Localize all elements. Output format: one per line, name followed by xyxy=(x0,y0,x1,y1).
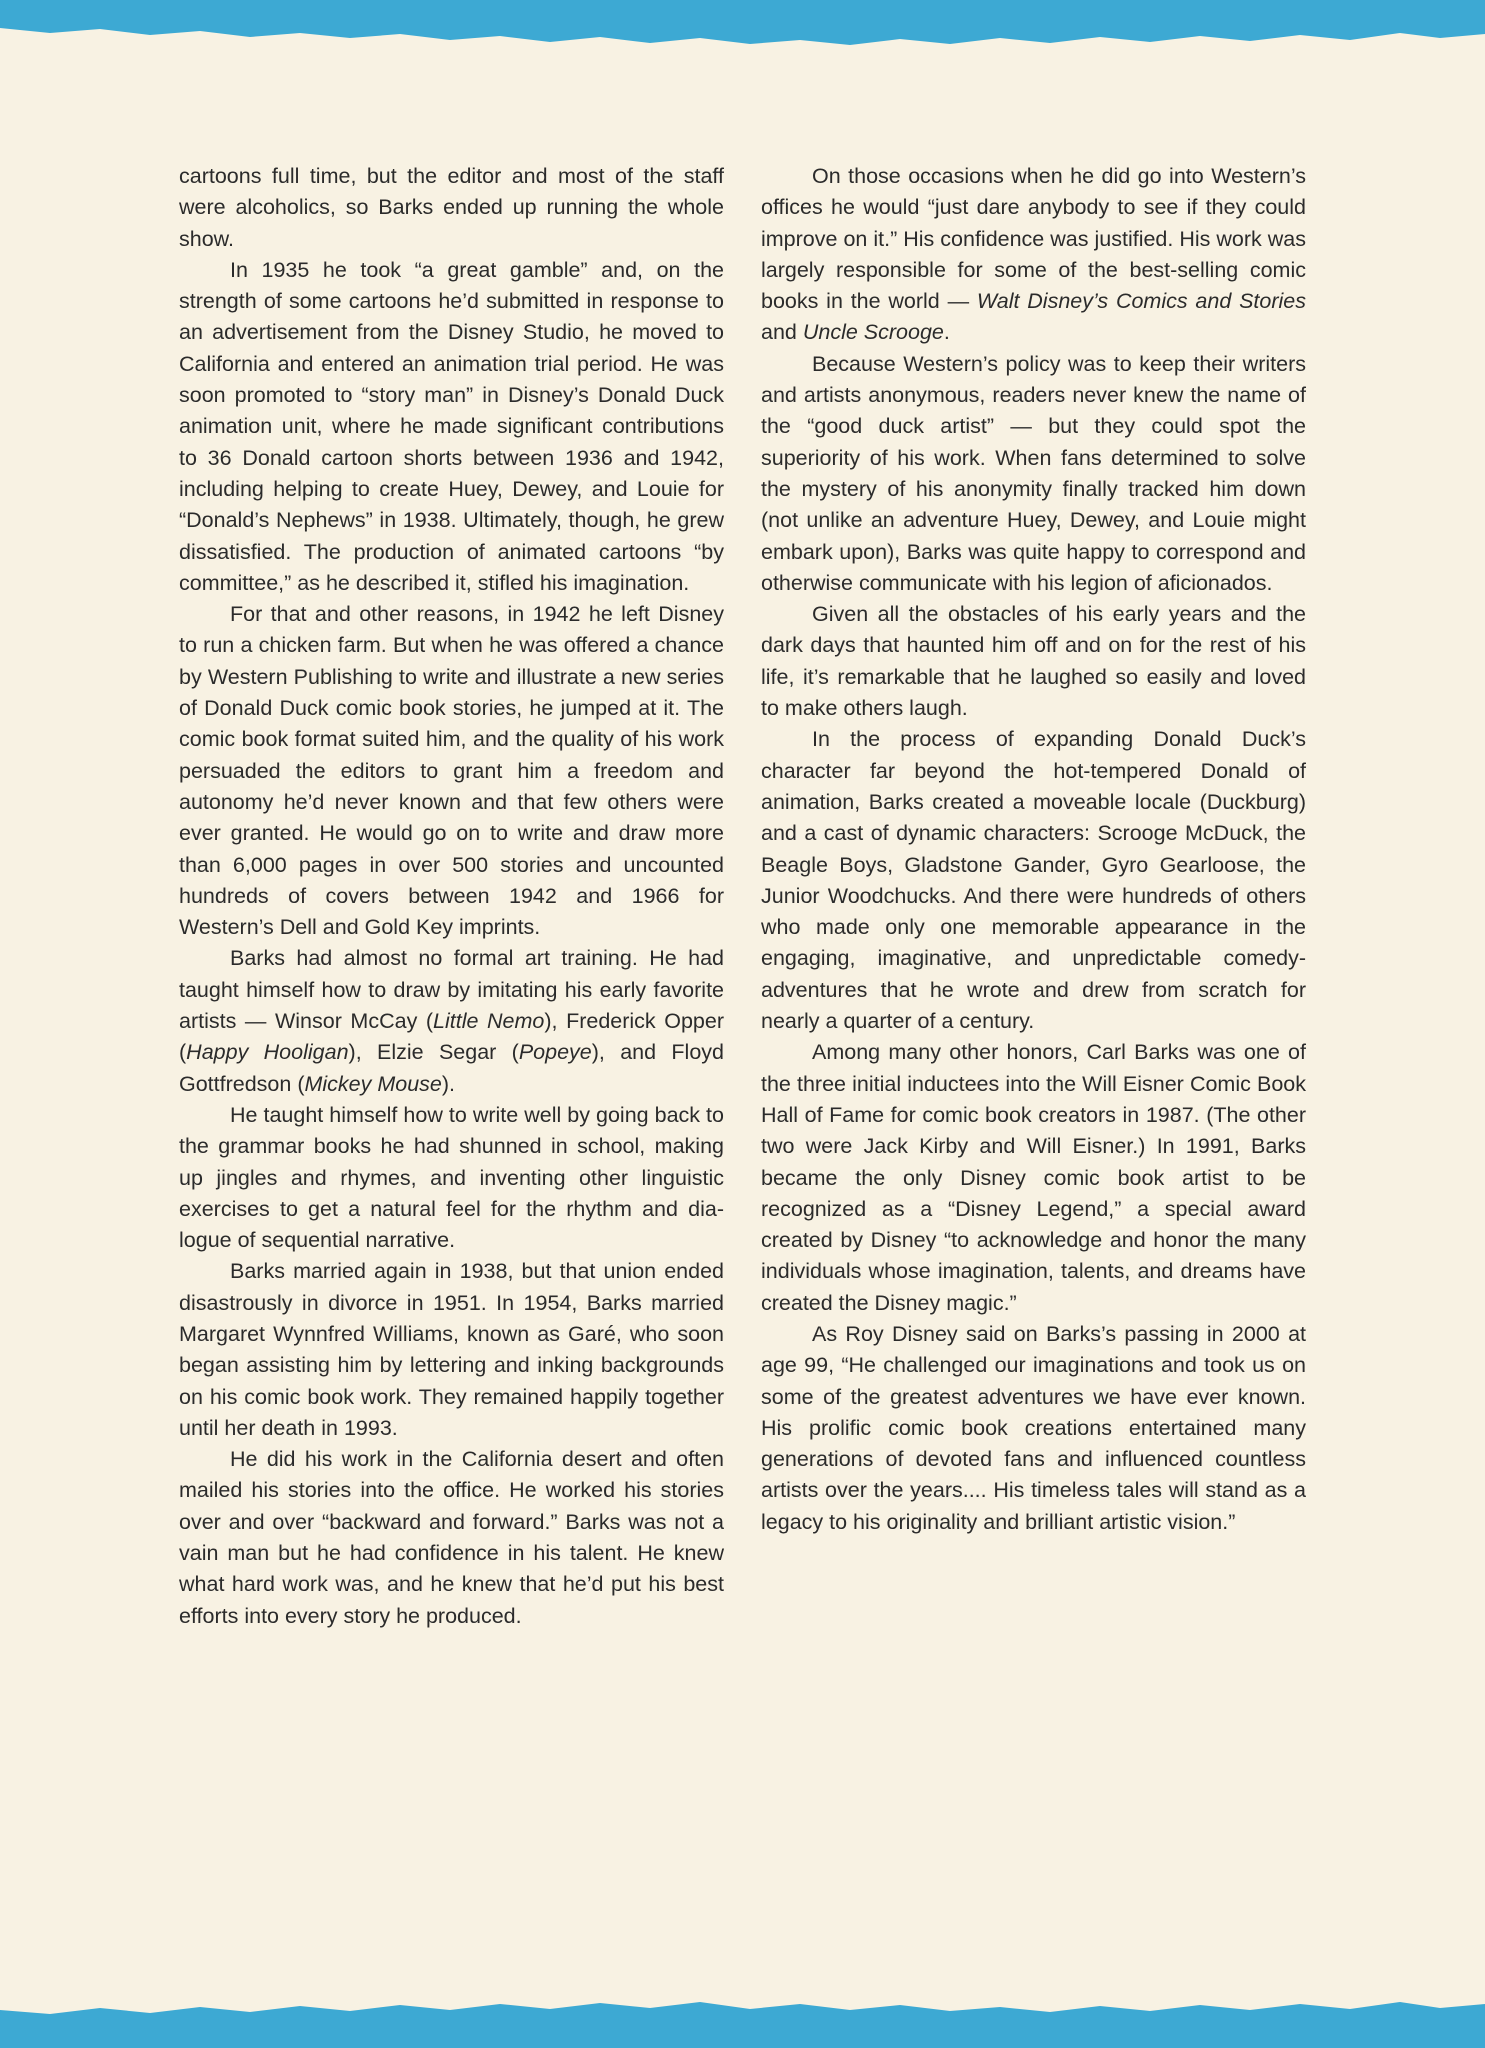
text-run: ). xyxy=(441,1071,456,1096)
paragraph xyxy=(179,161,724,255)
text-run: ), and Floyd Gottfredson ( xyxy=(179,1040,724,1096)
text-run: Barks married again in 1938, but that union ended disastrously in divorce in 1951. In 1954, Barks married Margaret Wynnfred Williams, known as Garé, who soon began assisting him by lettering and inking backgrounds on his comic book work. They remained happily together until her death in 1993. xyxy=(179,1259,724,1440)
italic-title: Mickey Mouse xyxy=(304,1071,442,1096)
paragraph xyxy=(179,255,724,599)
paragraph xyxy=(761,349,1306,599)
article-body xyxy=(179,161,1306,1632)
paragraph xyxy=(179,1100,724,1256)
top-decorative-band xyxy=(0,0,1485,50)
text-run: He did his work in the California desert and often mailed his stories into the office. He worked his stories over and over “backward and forward.” Barks was not a vain man but he had confidence in his talent. He knew what hard work was, and he knew that he’d put his best efforts into every story he produced. xyxy=(179,1447,724,1628)
paragraph xyxy=(179,1444,724,1632)
text-run: and xyxy=(761,320,803,345)
right-column xyxy=(761,161,1306,1632)
text-run: As Roy Disney said on Barks’s passing in 2000 at age 99, “He challenged our imaginations and took us on some of the greatest adventures we have ever known. His prolific comic book creations entertained many generations of devoted fans and influenced countless artists over the years.... His timeless tales will stand as a legacy to his originality and brilliant artistic vision.” xyxy=(761,1321,1306,1534)
left-column xyxy=(179,161,724,1632)
italic-title: Uncle Scrooge xyxy=(802,320,944,345)
text-run: . xyxy=(943,320,950,345)
paragraph xyxy=(179,599,724,943)
text-run: ), Elzie Segar ( xyxy=(348,1040,519,1065)
text-run: Barks had almost no formal art training. He had taught himself how to draw by imitating his early favorite artists — Winsor McCay ( xyxy=(179,946,724,1034)
bottom-decorative-band xyxy=(0,1996,1485,2048)
paragraph xyxy=(761,1037,1306,1319)
italic-title: Little Nemo xyxy=(433,1009,545,1034)
italic-title: Popeye xyxy=(518,1040,592,1065)
text-run: In the process of expanding Donald Duck’s character far beyond the hot-tempered Donald of animation, Barks created a moveable locale (Duckburg) and a cast of dynamic characters: Scrooge McDuck, the Beagle Boys, Gladstone Gander, Gyro Gearloose, the Junior Woodchucks. And there were hundreds of others who made only one memorable appearance in the engaging, imaginative, and unpredictable comedy-adventures that he wrote and drew from scratch for nearly a quarter of a century. xyxy=(761,727,1306,1034)
paragraph xyxy=(179,1256,724,1444)
text-run: He taught himself how to write well by going back to the grammar books he had shunned in school, making up jingles and rhymes, and inventing other linguistic exercises to get a natural feel for the rhythm and dialogue of sequential narrative. xyxy=(179,1102,724,1253)
paragraph xyxy=(761,724,1306,1037)
paragraph xyxy=(761,599,1306,724)
text-run: Because Western’s policy was to keep their writers and artists anonymous, readers never knew the name of the “good duck artist” — but they could spot the superiority of his work. When fans determined to solve the mystery of his anonymity finally tracked him down (not unlike an adventure Huey, Dewey, and Louie might embark upon), Barks was quite happy to correspond and otherwise communicate with his legion of aficionados. xyxy=(761,351,1306,595)
paragraph xyxy=(761,1319,1306,1538)
italic-title: Happy Hooligan xyxy=(186,1040,349,1065)
text-run: cartoons full time, but the editor and most of the staff were alcoholics, so Barks ended up running the whole show. xyxy=(179,164,724,251)
text-run: For that and other reasons, in 1942 he left Disney to run a chicken farm. But when he was offered a chance by Western Publishing to write and illustrate a new series of Donald Duck comic book stories, he jumped at it. The comic book format suited him, and the quality of his work persuaded the editors to grant him a freedom and autonomy he’d never known and that few others were ever granted. He would go on to write and draw more than 6,000 pages in over 500 stories and uncounted hundreds of covers between 1942 and 1966 for Western’s Dell and Gold Key imprints. xyxy=(179,602,724,940)
text-run: ), Frederick Opper ( xyxy=(179,1009,724,1065)
text-run: In 1935 he took “a great gamble” and, on the strength of some cartoons he’d submitted in response to an advertisement from the Disney Studio, he moved to California and entered an animation trial period. He was soon promoted to “story man” in Disney’s Donald Duck animation unit, where he made significant contributions to 36 Donald cartoon shorts between 1936 and 1942, including helping to create Huey, Dewey, and Louie for “Donald’s Nephews” in 1938. Ultimately, though, he grew dissatisfied. The production of animated cartoons “by committee,” as he described it, stifled his imagination. xyxy=(179,257,724,595)
text-run: Given all the obstacles of his early years and the dark days that haunted him off and on for the rest of his life, it’s remarkable that he laughed so easily and loved to make others laugh. xyxy=(761,602,1306,721)
italic-title: Walt Disney’s Comics and Stories xyxy=(976,289,1306,314)
paragraph xyxy=(761,161,1306,349)
paragraph xyxy=(179,943,724,1099)
text-run: On those occasions when he did go into Western’s offices he would “just dare anybody to see if they could improve on it.” His confidence was justified. His work was largely responsible for some of the best-selling comic books in the world — xyxy=(761,164,1306,314)
text-run: Among many other honors, Carl Barks was one of the three initial inductees into the Will Eisner Comic Book Hall of Fame for comic book creators in 1987. (The other two were Jack Kirby and Will Eisner.) In 1991, Barks became the only Disney comic book artist to be recognized as a “Disney Legend,” a special award created by Disney “to acknowledge and honor the many individuals whose imagination, talents, and dreams have created the Disney magic.” xyxy=(761,1040,1306,1315)
